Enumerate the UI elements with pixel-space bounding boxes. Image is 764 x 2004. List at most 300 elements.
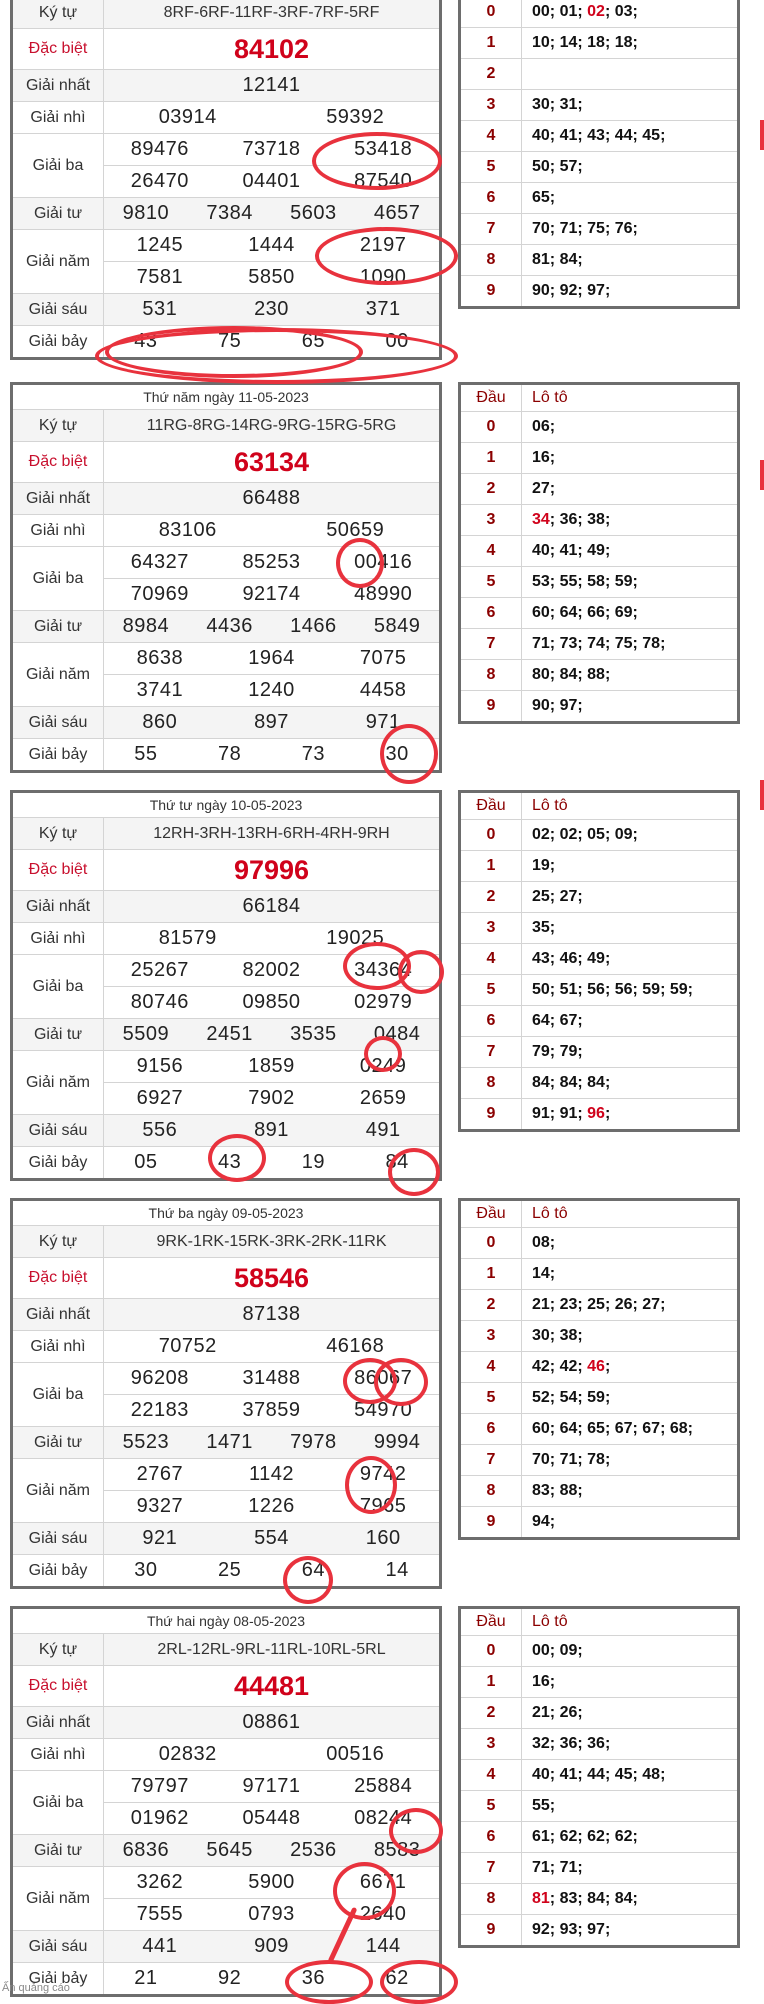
- prize-results-table: [10, 790, 442, 1181]
- row-label-sixth: Giải sáu: [12, 1523, 104, 1555]
- loto-head-digit: 7: [460, 629, 522, 660]
- fourth-prize-number: 8984: [122, 615, 170, 637]
- loto-head-digit: 8: [460, 1884, 522, 1915]
- row-label-fourth: Giải tư: [12, 198, 104, 230]
- loto-head-label: Đầu: [460, 1608, 522, 1636]
- loto-numbers: 90; 92; 97;: [522, 276, 739, 308]
- loto-head-digit: 9: [460, 1915, 522, 1947]
- loto-numbers: 14;: [522, 1259, 739, 1290]
- loto-head-digit: 5: [460, 567, 522, 598]
- row-label-special: Đặc biệt: [12, 850, 104, 891]
- row-label-fifth: Giải năm: [12, 643, 104, 707]
- loto-numbers: 40; 41; 44; 45; 48;: [522, 1760, 739, 1791]
- second-prize-number: 83106: [158, 519, 217, 541]
- loto-head-digit: 6: [460, 598, 522, 629]
- special-prize: 84102: [104, 29, 441, 70]
- second-prize-number: 46168: [326, 1335, 385, 1357]
- loto-numbers: 84; 84; 84;: [522, 1068, 739, 1099]
- row-label-fifth: Giải năm: [12, 1051, 104, 1115]
- loto-numbers: 40; 41; 49;: [522, 536, 739, 567]
- row-label-fifth: Giải năm: [12, 230, 104, 294]
- row-label-fifth: Giải năm: [12, 1867, 104, 1931]
- row-label-special: Đặc biệt: [12, 442, 104, 483]
- fourth-prize-number: 5603: [290, 202, 337, 224]
- draw-codes: 12RH-3RH-13RH-6RH-4RH-9RH: [104, 818, 441, 850]
- loto-table: [458, 382, 740, 724]
- third-prize-number: 05448: [242, 1807, 301, 1829]
- seventh-prize-number: 65: [301, 330, 325, 352]
- loto-head-digit: 2: [460, 882, 522, 913]
- loto-numbers: 64; 67;: [522, 1006, 739, 1037]
- loto-numbers: 50; 57;: [522, 152, 739, 183]
- row-label-third: Giải ba: [12, 547, 104, 611]
- loto-numbers: [522, 59, 739, 90]
- fourth-prize-number: 7978: [290, 1431, 337, 1453]
- loto-numbers: 52; 54; 59;: [522, 1383, 739, 1414]
- fifth-prize-number: 9327: [136, 1495, 184, 1517]
- loto-head-digit: 1: [460, 443, 522, 474]
- seventh-prize-number: 92: [218, 1967, 242, 1989]
- loto-numbers: 25; 27;: [522, 882, 739, 913]
- sixth-prize-number: 554: [254, 1527, 289, 1549]
- loto-head-digit: 7: [460, 214, 522, 245]
- loto-head-digit: 4: [460, 1352, 522, 1383]
- loto-head-digit: 2: [460, 474, 522, 505]
- loto-head-digit: 2: [460, 1290, 522, 1321]
- loto-numbers: 16;: [522, 443, 739, 474]
- loto-head-label: Đầu: [460, 384, 522, 412]
- fourth-prize-number: 5849: [373, 615, 421, 637]
- second-prize-number: 81579: [158, 927, 217, 949]
- loto-numbers: 81; 84;: [522, 245, 739, 276]
- third-prize-number: 85253: [242, 551, 301, 573]
- loto-head-digit: 9: [460, 1507, 522, 1539]
- fifth-prize-number: 7581: [136, 266, 184, 288]
- prize-results-table: [10, 382, 442, 773]
- prize-results-table: [10, 1606, 442, 1997]
- loto-head-label: Lô tô: [522, 1200, 739, 1228]
- sixth-prize-number: 531: [142, 298, 178, 320]
- loto-numbers: 30; 31;: [522, 90, 739, 121]
- seventh-prize-number: 30: [134, 1559, 158, 1581]
- row-label-first: Giải nhất: [12, 1299, 104, 1331]
- loto-head-digit: 1: [460, 1259, 522, 1290]
- third-prize-number: 82002: [242, 959, 301, 981]
- third-prize-number: 34364: [354, 959, 413, 981]
- draw-date-title: Thứ năm ngày 11-05-2023: [12, 384, 441, 410]
- third-prize-number: 25884: [354, 1775, 413, 1797]
- seventh-prize-number: 62: [385, 1967, 409, 1989]
- loto-numbers: 50; 51; 56; 56; 59; 59;: [522, 975, 739, 1006]
- loto-numbers: 08;: [522, 1228, 739, 1259]
- loto-head-label: Đầu: [460, 1200, 522, 1228]
- fifth-prize-number: 1240: [248, 679, 295, 701]
- fourth-prize-number: 1466: [290, 615, 337, 637]
- loto-head-digit: 3: [460, 1321, 522, 1352]
- loto-numbers: 27;: [522, 474, 739, 505]
- loto-head-digit: 4: [460, 121, 522, 152]
- third-prize-number: 96208: [130, 1367, 189, 1389]
- fifth-prize-number: 7555: [136, 1903, 184, 1925]
- third-prize-number: 86067: [354, 1367, 413, 1389]
- edge-marker: [760, 120, 764, 150]
- third-prize-number: 08244: [354, 1807, 413, 1829]
- sixth-prize-number: 371: [365, 298, 401, 320]
- third-prize-number: 26470: [130, 170, 189, 192]
- sixth-prize-number: 891: [254, 1119, 289, 1141]
- row-label-sixth: Giải sáu: [12, 707, 104, 739]
- sixth-prize-number: 971: [365, 711, 401, 733]
- sixth-prize-number: 144: [365, 1935, 401, 1957]
- fifth-prize-number: 3262: [136, 1871, 184, 1893]
- seventh-prize-number: 64: [301, 1559, 325, 1581]
- sixth-prize-number: 160: [365, 1527, 401, 1549]
- loto-numbers: 60; 64; 66; 69;: [522, 598, 739, 629]
- row-label-fourth: Giải tư: [12, 1427, 104, 1459]
- loto-numbers: 71; 71;: [522, 1853, 739, 1884]
- seventh-prize-number: 14: [385, 1559, 409, 1581]
- loto-numbers: 19;: [522, 851, 739, 882]
- first-prize: 08861: [104, 1707, 441, 1739]
- loto-head-digit: 6: [460, 1822, 522, 1853]
- loto-numbers: 30; 38;: [522, 1321, 739, 1352]
- loto-head-digit: 6: [460, 183, 522, 214]
- loto-table: [458, 1606, 740, 1948]
- row-label-sixth: Giải sáu: [12, 1931, 104, 1963]
- fourth-prize-number: 2536: [290, 1839, 337, 1861]
- loto-head-digit: 0: [460, 0, 522, 28]
- third-prize-number: 64327: [130, 551, 189, 573]
- sixth-prize-number: 921: [142, 1527, 178, 1549]
- row-label-sixth: Giải sáu: [12, 294, 104, 326]
- loto-numbers: 70; 71; 75; 76;: [522, 214, 739, 245]
- row-label-first: Giải nhất: [12, 70, 104, 102]
- loto-numbers: 40; 41; 43; 44; 45;: [522, 121, 739, 152]
- row-label-third: Giải ba: [12, 955, 104, 1019]
- seventh-prize-number: 84: [385, 1151, 409, 1173]
- loto-numbers: 91; 91; 96;: [522, 1099, 739, 1131]
- third-prize-number: 37859: [242, 1399, 301, 1421]
- fifth-prize-number: 4458: [359, 679, 407, 701]
- seventh-prize-number: 00: [385, 330, 409, 352]
- row-label-seventh: Giải bảy: [12, 1555, 104, 1588]
- third-prize-number: 01962: [130, 1807, 189, 1829]
- seventh-prize-number: 21: [134, 1967, 158, 1989]
- fifth-prize-number: 0249: [359, 1055, 407, 1077]
- loto-numbers: 21; 26;: [522, 1698, 739, 1729]
- third-prize-number: 87540: [354, 170, 413, 192]
- loto-numbers: 16;: [522, 1667, 739, 1698]
- third-prize-number: 79797: [130, 1775, 189, 1797]
- first-prize: 12141: [104, 70, 441, 102]
- second-prize-number: 59392: [326, 106, 385, 128]
- first-prize: 87138: [104, 1299, 441, 1331]
- row-label-third: Giải ba: [12, 134, 104, 198]
- loto-numbers: 43; 46; 49;: [522, 944, 739, 975]
- loto-numbers: 35;: [522, 913, 739, 944]
- loto-head-digit: 7: [460, 1037, 522, 1068]
- loto-head-digit: 0: [460, 1636, 522, 1667]
- loto-head-digit: 0: [460, 820, 522, 851]
- second-prize-number: 50659: [326, 519, 385, 541]
- fourth-prize-number: 9810: [122, 202, 170, 224]
- loto-head-digit: 5: [460, 1791, 522, 1822]
- draw-codes: 9RK-1RK-15RK-3RK-2RK-11RK: [104, 1226, 441, 1258]
- fourth-prize-number: 5645: [206, 1839, 253, 1861]
- loto-head-digit: 6: [460, 1006, 522, 1037]
- fifth-prize-number: 1226: [248, 1495, 295, 1517]
- prize-results-table: [10, 1198, 442, 1589]
- seventh-prize-number: 05: [134, 1151, 158, 1173]
- loto-head-digit: 2: [460, 1698, 522, 1729]
- seventh-prize-number: 43: [134, 330, 158, 352]
- loto-table: [458, 1198, 740, 1540]
- row-label-fifth: Giải năm: [12, 1459, 104, 1523]
- third-prize-number: 09850: [242, 991, 301, 1013]
- loto-numbers: 79; 79;: [522, 1037, 739, 1068]
- loto-head-digit: 5: [460, 1383, 522, 1414]
- loto-head-digit: 6: [460, 1414, 522, 1445]
- row-label-first: Giải nhất: [12, 483, 104, 515]
- loto-numbers: 60; 64; 65; 67; 67; 68;: [522, 1414, 739, 1445]
- loto-head-digit: 5: [460, 152, 522, 183]
- row-label-fourth: Giải tư: [12, 611, 104, 643]
- loto-head-digit: 3: [460, 505, 522, 536]
- second-prize-number: 70752: [158, 1335, 217, 1357]
- loto-head-label: Lô tô: [522, 792, 739, 820]
- fifth-prize-number: 5850: [248, 266, 295, 288]
- draw-codes: 8RF-6RF-11RF-3RF-7RF-5RF: [104, 0, 441, 29]
- loto-head-digit: 8: [460, 1068, 522, 1099]
- third-prize-number: 25267: [130, 959, 189, 981]
- special-prize: 63134: [104, 442, 441, 483]
- fifth-prize-number: 1444: [248, 234, 295, 256]
- fourth-prize-number: 7384: [206, 202, 253, 224]
- loto-numbers: 06;: [522, 412, 739, 443]
- row-label-fourth: Giải tư: [12, 1019, 104, 1051]
- edge-marker: [760, 460, 764, 490]
- draw-codes: 11RG-8RG-14RG-9RG-15RG-5RG: [104, 410, 441, 442]
- loto-numbers: 90; 97;: [522, 691, 739, 723]
- loto-numbers: 02; 02; 05; 09;: [522, 820, 739, 851]
- loto-numbers: 81; 83; 84; 84;: [522, 1884, 739, 1915]
- fifth-prize-number: 2659: [359, 1087, 407, 1109]
- row-label-second: Giải nhì: [12, 923, 104, 955]
- fourth-prize-number: 4657: [373, 202, 421, 224]
- third-prize-number: 73718: [242, 138, 301, 160]
- row-label-kytu: Ký tự: [12, 1226, 104, 1258]
- third-prize-number: 22183: [130, 1399, 189, 1421]
- row-label-sixth: Giải sáu: [12, 1115, 104, 1147]
- third-prize-number: 80746: [130, 991, 189, 1013]
- fourth-prize-number: 5523: [122, 1431, 170, 1453]
- loto-numbers: 34; 36; 38;: [522, 505, 739, 536]
- edge-marker: [760, 780, 764, 810]
- loto-numbers: 55;: [522, 1791, 739, 1822]
- row-label-seventh: Giải bảy: [12, 1963, 104, 1996]
- sixth-prize-number: 860: [142, 711, 178, 733]
- loto-head-digit: 3: [460, 1729, 522, 1760]
- loto-numbers: 00; 09;: [522, 1636, 739, 1667]
- loto-numbers: 61; 62; 62; 62;: [522, 1822, 739, 1853]
- third-prize-number: 92174: [242, 583, 301, 605]
- loto-head-digit: 3: [460, 90, 522, 121]
- loto-head-label: Lô tô: [522, 384, 739, 412]
- row-label-kytu: Ký tự: [12, 410, 104, 442]
- third-prize-number: 00416: [354, 551, 413, 573]
- sixth-prize-number: 556: [142, 1119, 178, 1141]
- fifth-prize-number: 6671: [359, 1871, 407, 1893]
- third-prize-number: 70969: [130, 583, 189, 605]
- loto-numbers: 53; 55; 58; 59;: [522, 567, 739, 598]
- row-label-seventh: Giải bảy: [12, 1147, 104, 1180]
- loto-head-digit: 9: [460, 1099, 522, 1131]
- second-prize-number: 02832: [158, 1743, 217, 1765]
- seventh-prize-number: 73: [301, 743, 325, 765]
- sixth-prize-number: 441: [142, 1935, 178, 1957]
- loto-head-digit: 1: [460, 1667, 522, 1698]
- seventh-prize-number: 19: [301, 1151, 325, 1173]
- draw-date-title: Thứ tư ngày 10-05-2023: [12, 792, 441, 818]
- sixth-prize-number: 909: [254, 1935, 289, 1957]
- loto-table: [458, 0, 740, 309]
- draw-date-title: Thứ ba ngày 09-05-2023: [12, 1200, 441, 1226]
- row-label-kytu: Ký tự: [12, 1634, 104, 1666]
- special-prize: 44481: [104, 1666, 441, 1707]
- fifth-prize-number: 1090: [359, 266, 407, 288]
- row-label-seventh: Giải bảy: [12, 739, 104, 772]
- third-prize-number: 97171: [242, 1775, 301, 1797]
- loto-table: [458, 790, 740, 1132]
- draw-date-title: Thứ hai ngày 08-05-2023: [12, 1608, 441, 1634]
- third-prize-number: 89476: [130, 138, 189, 160]
- fourth-prize-number: 8583: [373, 1839, 421, 1861]
- fifth-prize-number: 6927: [136, 1087, 184, 1109]
- fifth-prize-number: 1142: [249, 1463, 295, 1485]
- seventh-prize-number: 25: [218, 1559, 242, 1581]
- fifth-prize-number: 2640: [359, 1903, 407, 1925]
- loto-numbers: 92; 93; 97;: [522, 1915, 739, 1947]
- fifth-prize-number: 9742: [359, 1463, 407, 1485]
- fifth-prize-number: 7075: [359, 647, 407, 669]
- seventh-prize-number: 30: [385, 743, 409, 765]
- fourth-prize-number: 9994: [373, 1431, 421, 1453]
- row-label-second: Giải nhì: [12, 515, 104, 547]
- loto-numbers: 32; 36; 36;: [522, 1729, 739, 1760]
- second-prize-number: 03914: [158, 106, 217, 128]
- special-prize: 97996: [104, 850, 441, 891]
- row-label-fourth: Giải tư: [12, 1835, 104, 1867]
- row-label-third: Giải ba: [12, 1363, 104, 1427]
- ad-label: Ấn quảng cáo: [2, 1982, 70, 1994]
- fifth-prize-number: 1245: [136, 234, 184, 256]
- loto-numbers: 42; 42; 46;: [522, 1352, 739, 1383]
- fifth-prize-number: 9156: [136, 1055, 184, 1077]
- row-label-first: Giải nhất: [12, 891, 104, 923]
- fourth-prize-number: 2451: [206, 1023, 253, 1045]
- loto-numbers: 80; 84; 88;: [522, 660, 739, 691]
- third-prize-number: 02979: [354, 991, 413, 1013]
- first-prize: 66488: [104, 483, 441, 515]
- seventh-prize-number: 55: [134, 743, 158, 765]
- fourth-prize-number: 4436: [206, 615, 253, 637]
- loto-head-digit: 0: [460, 1228, 522, 1259]
- loto-numbers: 71; 73; 74; 75; 78;: [522, 629, 739, 660]
- fifth-prize-number: 7902: [248, 1087, 295, 1109]
- fifth-prize-number: 1964: [248, 647, 295, 669]
- loto-head-digit: 8: [460, 245, 522, 276]
- seventh-prize-number: 78: [218, 743, 242, 765]
- special-prize: 58546: [104, 1258, 441, 1299]
- loto-head-label: Lô tô: [522, 1608, 739, 1636]
- row-label-second: Giải nhì: [12, 102, 104, 134]
- row-label-special: Đặc biệt: [12, 1666, 104, 1707]
- seventh-prize-number: 36: [301, 1967, 325, 1989]
- loto-head-digit: 0: [460, 412, 522, 443]
- third-prize-number: 48990: [354, 583, 413, 605]
- loto-head-digit: 5: [460, 975, 522, 1006]
- row-label-special: Đặc biệt: [12, 29, 104, 70]
- loto-head-digit: 4: [460, 536, 522, 567]
- second-prize-number: 00516: [326, 1743, 385, 1765]
- loto-head-digit: 1: [460, 851, 522, 882]
- loto-head-digit: 4: [460, 944, 522, 975]
- loto-numbers: 10; 14; 18; 18;: [522, 28, 739, 59]
- sixth-prize-number: 897: [254, 711, 289, 733]
- row-label-kytu: Ký tự: [12, 818, 104, 850]
- row-label-seventh: Giải bảy: [12, 326, 104, 359]
- loto-numbers: 21; 23; 25; 26; 27;: [522, 1290, 739, 1321]
- row-label-first: Giải nhất: [12, 1707, 104, 1739]
- loto-head-digit: 9: [460, 691, 522, 723]
- loto-head-label: Đầu: [460, 792, 522, 820]
- third-prize-number: 54970: [354, 1399, 413, 1421]
- row-label-third: Giải ba: [12, 1771, 104, 1835]
- loto-numbers: 00; 01; 02; 03;: [522, 0, 739, 28]
- loto-head-digit: 2: [460, 59, 522, 90]
- loto-head-digit: 8: [460, 1476, 522, 1507]
- fourth-prize-number: 1471: [206, 1431, 253, 1453]
- first-prize: 66184: [104, 891, 441, 923]
- loto-head-digit: 1: [460, 28, 522, 59]
- loto-numbers: 83; 88;: [522, 1476, 739, 1507]
- fifth-prize-number: 2767: [136, 1463, 184, 1485]
- fifth-prize-number: 2197: [359, 234, 407, 256]
- third-prize-number: 04401: [242, 170, 301, 192]
- loto-head-digit: 9: [460, 276, 522, 308]
- loto-head-digit: 7: [460, 1853, 522, 1884]
- third-prize-number: 31488: [242, 1367, 301, 1389]
- loto-numbers: 65;: [522, 183, 739, 214]
- fifth-prize-number: 7965: [359, 1495, 407, 1517]
- row-label-second: Giải nhì: [12, 1331, 104, 1363]
- row-label-special: Đặc biệt: [12, 1258, 104, 1299]
- fifth-prize-number: 5900: [248, 1871, 295, 1893]
- fourth-prize-number: 0484: [373, 1023, 421, 1045]
- row-label-second: Giải nhì: [12, 1739, 104, 1771]
- loto-head-digit: 8: [460, 660, 522, 691]
- second-prize-number: 19025: [326, 927, 385, 949]
- fifth-prize-number: 0793: [248, 1903, 295, 1925]
- prize-results-table: [10, 0, 442, 360]
- seventh-prize-number: 43: [218, 1151, 242, 1173]
- fifth-prize-number: 8638: [136, 647, 184, 669]
- fourth-prize-number: 5509: [122, 1023, 170, 1045]
- fifth-prize-number: 3741: [136, 679, 184, 701]
- row-label-kytu: Ký tự: [12, 0, 104, 29]
- draw-codes: 2RL-12RL-9RL-11RL-10RL-5RL: [104, 1634, 441, 1666]
- seventh-prize-number: 75: [218, 330, 242, 352]
